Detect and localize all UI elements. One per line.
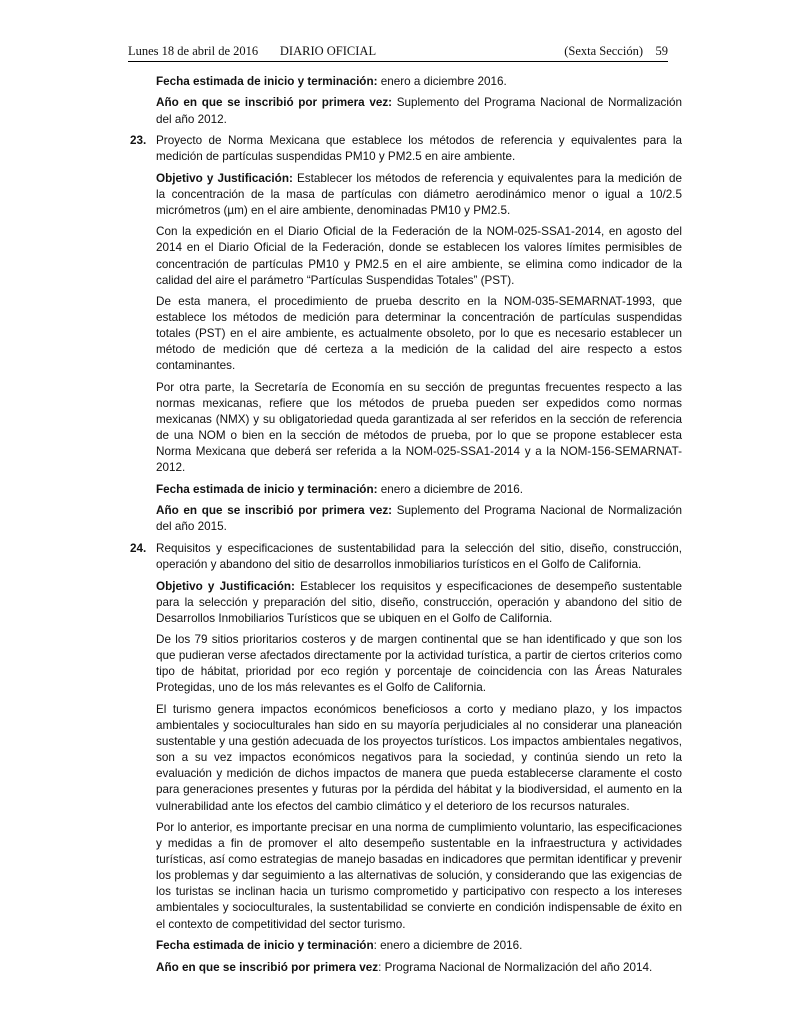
fecha-value: enero a diciembre 2016. xyxy=(377,75,507,88)
document-body xyxy=(130,74,682,981)
item-24-paragraph-2: El turismo genera impactos económicos beneficiosos a corto y mediano plazo, y los impactos ambientales y socioculturales han sido en su mayoría perjudiciales al no considerar una planeación sustentable y una gestión adecuada de los proyectos turísticos. Los impactos ambientales negativos, son a su vez impactos económicos negativos para la sociedad, y continúa siendo un reto la evaluación y medición de dichos impactos de manera que pueda establecerse claramente el costo para generaciones presentes y futuras por la pérdida del hábitat y la biodiversidad, el aumento en la vulnerabilidad ante los efectos del cambio climático y el deterioro de los recursos naturales. xyxy=(156,702,682,813)
item-24-anio xyxy=(130,960,682,976)
objetivo-label: Objetivo y Justificación: xyxy=(156,171,293,185)
item-24-paragraph-1: De los 79 sitios prioritarios costeros y de margen continental que se han identificado y que son los que pudieran verse afectados directamente por la actividad turística, a partir de ciertos criterios como tipo de hábitat, prioridad por eco región y porcentaje de coincidencia con las Áreas Naturales Protegidas, uno de los más relevantes es el Golfo de California. xyxy=(156,633,682,695)
page-header xyxy=(128,44,668,62)
item-23-fecha xyxy=(130,482,682,498)
item-23-paragraph-1: Con la expedición en el Diario Oficial de la Federación de la NOM-025-SSA1-2014, en agosto del 2014 en el Diario Oficial de la Federación, donde se establecen los valores límites permisibles de concentración de partículas PM10 y PM2.5 en el aire ambiente, se elimina como indicador de la calidad del aire el parámetro “Partículas Suspendidas Totales” (PST). xyxy=(156,225,682,287)
header-section: (Sexta Sección) xyxy=(564,44,643,58)
header-divider xyxy=(128,61,668,62)
fecha-label: Fecha estimada de inicio y terminación xyxy=(156,939,374,953)
fecha-value: enero a diciembre de 2016. xyxy=(377,482,524,496)
item-24-fecha xyxy=(130,938,682,954)
anio-label: Año en que se inscribió por primera vez: xyxy=(156,96,393,110)
header-publication: DIARIO OFICIAL xyxy=(279,44,377,58)
anio-value: : Programa Nacional de Normalización del año 2014. xyxy=(378,960,653,974)
block0-anio xyxy=(130,95,682,127)
fecha-value: : enero a diciembre de 2016. xyxy=(373,939,523,953)
item-23-paragraph-2: De esta manera, el procedimiento de prueba descrito en la NOM-035-SEMARNAT-1993, que establece los métodos de medición para determinar la concentración de partículas suspendidas totales (PST) en el aire ambiente, es actualmente obsoleto, por lo que es necesario establecer un método de medición que dé certeza a la medición de la calidad del aire respecto a estos contaminantes. xyxy=(156,295,682,373)
anio-label: Año en que se inscribió por primera vez: xyxy=(156,504,393,518)
item-24-title xyxy=(130,541,682,573)
item-number: 24. xyxy=(130,541,147,555)
anio-label: Año en que se inscribió por primera vez xyxy=(156,960,379,974)
header-date: Lunes 18 de abril de 2016 xyxy=(128,44,259,58)
header-page-number: 59 xyxy=(655,44,668,58)
anio-value: Suplemento del Programa Nacional de Normalización del año 2012. xyxy=(156,96,682,126)
item-24-objetivo xyxy=(130,579,682,627)
item-24-paragraph-3: Por lo anterior, es importante precisar en una norma de cumplimiento voluntario, las especificaciones y medidas a fin de promover el alto desempeño sustentable en la infraestructura y actividades turísticas, así como estrategias de manejo basadas en indicadores que permitan identificar y prevenir los problemas y dar seguimiento a las alternativas de solución, y considerando que las exigencias de los turistas se inclinan hacia un turismo comprometido y participativo con respecto a los intereses ambientales y socioculturales, la sustentabilidad se convierte en condición indispensable de éxito en el contexto de competitividad del sector turismo. xyxy=(156,821,682,931)
item-23-anio xyxy=(130,503,682,535)
fecha-label: Fecha estimada de inicio y terminación: xyxy=(156,75,378,88)
item-23-title xyxy=(130,133,682,165)
header-section-page xyxy=(564,44,668,59)
fecha-label: Fecha estimada de inicio y terminación: xyxy=(156,482,378,496)
block0-fecha xyxy=(130,74,682,90)
item-number: 23. xyxy=(130,134,147,148)
item-23-paragraph-3: Por otra parte, la Secretaría de Economía en su sección de preguntas frecuentes respecto a las normas mexicanas, refiere que los métodos de prueba pueden ser expedidos como normas mexicanas (NMX) y su obligatoriedad queda garantizada al ser referidos en la sección de referencia de una NOM o bien en la sección de métodos de prueba, por lo que se propone establecer esta Norma Mexicana que deberá ser referida a la NOM-025-SSA1-2014 y a la NOM-156-SEMARNAT-2012. xyxy=(156,380,682,475)
objetivo-text: Establecer los requisitos y especificaciones de desempeño sustentable para la selección y preparación del sitio, diseño, construcción, operación y abandono del sitio de Desarrollos Inmobiliarios Turísticos que se ubiquen en el Golfo de California. xyxy=(156,579,682,625)
item-23-objetivo xyxy=(130,171,682,219)
objetivo-text: Establecer los métodos de referencia y equivalentes para la medición de la concentración de la masa de partículas con diámetro aerodinámico menor o igual a 10/2.5 micrómetros (µm) en el aire ambiente, denominadas PM10 y PM2.5. xyxy=(156,171,682,217)
anio-value: Suplemento del Programa Nacional de Normalización del año 2015. xyxy=(156,504,682,534)
item-title: Proyecto de Norma Mexicana que establece los métodos de referencia y equivalentes para la medición de partículas suspendidas PM10 y PM2.5 en aire ambiente. xyxy=(156,134,682,164)
objetivo-label: Objetivo y Justificación: xyxy=(156,579,295,593)
item-title: Requisitos y especificaciones de sustentabilidad para la selección del sitio, diseño, construcción, operación y abandono del sitio de desarrollos inmobiliarios turísticos en el Golfo de California. xyxy=(156,541,682,572)
